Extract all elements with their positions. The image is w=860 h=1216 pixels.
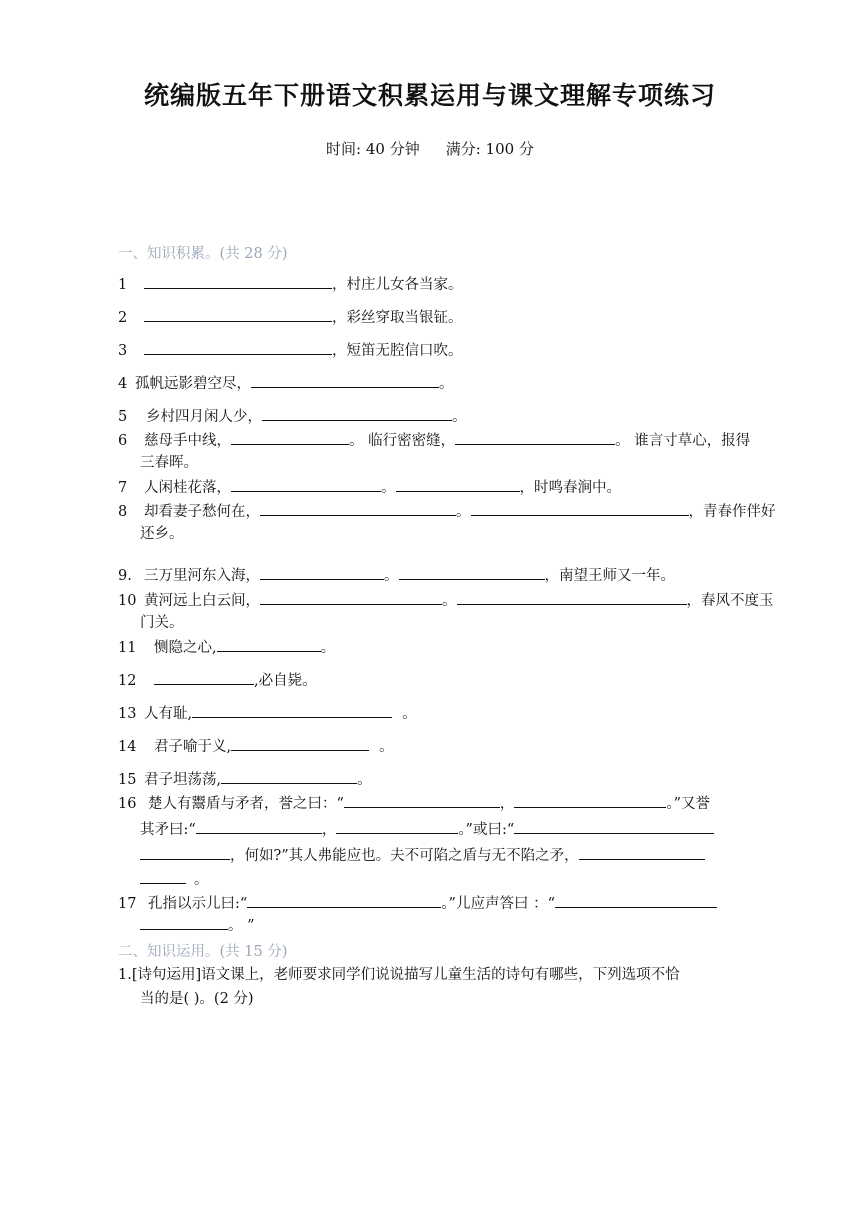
section-2-heading: 二、知识运用。(共 15 分): [118, 944, 288, 960]
answer-blank[interactable]: [514, 818, 714, 834]
answer-blank[interactable]: [144, 306, 332, 322]
answer-blank[interactable]: [251, 372, 439, 388]
answer-blank[interactable]: [247, 892, 441, 908]
answer-blank[interactable]: [514, 792, 666, 808]
answer-blank[interactable]: [260, 500, 456, 516]
question-12: 12 ,必自毙。: [118, 669, 810, 693]
question-17: 17 孔指以示儿曰:“ 。”儿应声答曰 ：“: [118, 892, 810, 916]
question-7: 7 人闲桂花落， 。 ，时鸣春涧中。: [118, 476, 810, 500]
question-13: 13 人有耻, 。: [118, 702, 810, 726]
answer-blank[interactable]: [579, 844, 705, 860]
section-2-question-1-cont: 当的是( )。(2 分): [140, 991, 254, 1007]
question-16-cont2: ，何如?”其人弗能应也。夫不可陷之盾与无不陷之矛，: [118, 844, 832, 868]
question-16: 16 楚人有鬻盾与矛者，誉之曰：“ ， 。”又誉: [118, 792, 810, 816]
answer-blank[interactable]: [471, 500, 689, 516]
section-2-question-1: 1.[诗句运用]语文课上，老师要求同学们说说描写儿童生活的诗句有哪些，下列选项不恰: [118, 967, 680, 983]
answer-blank[interactable]: [140, 844, 230, 860]
question-6: 6 慈母手中线， 。 临行密密缝， 。 谁言寸草心，报得: [118, 429, 810, 453]
answer-blank[interactable]: [231, 735, 369, 751]
time-limit: 时间: 40 分钟: [326, 140, 420, 158]
answer-blank[interactable]: [262, 405, 452, 421]
question-9: 9. 三万里河东入海， 。 ，南望王师又一年。: [118, 564, 810, 588]
question-1: 1 ，村庄儿女各当家。: [118, 273, 810, 297]
question-4: 4 孤帆远影碧空尽， 。: [118, 372, 810, 396]
question-14: 14 君子喻于义, 。: [118, 735, 810, 759]
question-10-cont: 门关。: [140, 615, 184, 631]
question-10: 10 黄河远上白云间， 。 ，春风不度玉: [118, 589, 810, 613]
question-17-cont: 。 ”: [118, 914, 832, 938]
answer-blank[interactable]: [555, 892, 717, 908]
question-16-cont3: 。: [118, 868, 832, 892]
question-2: 2 ，彩丝穿取当银钲。: [118, 306, 810, 330]
answer-blank[interactable]: [144, 339, 332, 355]
question-6-cont: 三春晖。: [140, 455, 198, 471]
answer-blank[interactable]: [231, 476, 381, 492]
answer-blank[interactable]: [396, 476, 520, 492]
question-8: 8 却看妻子愁何在， 。 ，青春作伴好: [118, 500, 810, 524]
answer-blank[interactable]: [457, 589, 687, 605]
question-16-cont: 其矛曰:“ ， 。”或曰:“: [118, 818, 832, 842]
question-3: 3 ，短笛无腔信口吹。: [118, 339, 810, 363]
answer-blank[interactable]: [344, 792, 500, 808]
answer-blank[interactable]: [221, 768, 357, 784]
question-11: 11 恻隐之心, 。: [118, 636, 810, 660]
section-1-heading: 一、知识积累。(共 28 分): [118, 246, 288, 262]
answer-blank[interactable]: [144, 273, 332, 289]
answer-blank[interactable]: [455, 429, 615, 445]
question-15: 15 君子坦荡荡, 。: [118, 768, 810, 792]
answer-blank[interactable]: [217, 636, 321, 652]
answer-blank[interactable]: [260, 564, 384, 580]
answer-blank[interactable]: [231, 429, 349, 445]
answer-blank[interactable]: [154, 669, 254, 685]
answer-blank[interactable]: [140, 914, 228, 930]
full-score: 满分: 100 分: [445, 140, 534, 158]
question-8-cont: 还乡。: [140, 526, 184, 542]
answer-blank[interactable]: [260, 589, 442, 605]
answer-blank[interactable]: [192, 702, 392, 718]
page-title: 统编版五年下册语文积累运用与课文理解专项练习: [143, 81, 716, 110]
answer-blank[interactable]: [196, 818, 322, 834]
answer-blank[interactable]: [399, 564, 545, 580]
answer-blank[interactable]: [336, 818, 458, 834]
exam-info: [0, 138, 860, 159]
answer-blank[interactable]: [140, 868, 186, 884]
question-5: 5 乡村四月闲人少， 。: [118, 405, 810, 429]
